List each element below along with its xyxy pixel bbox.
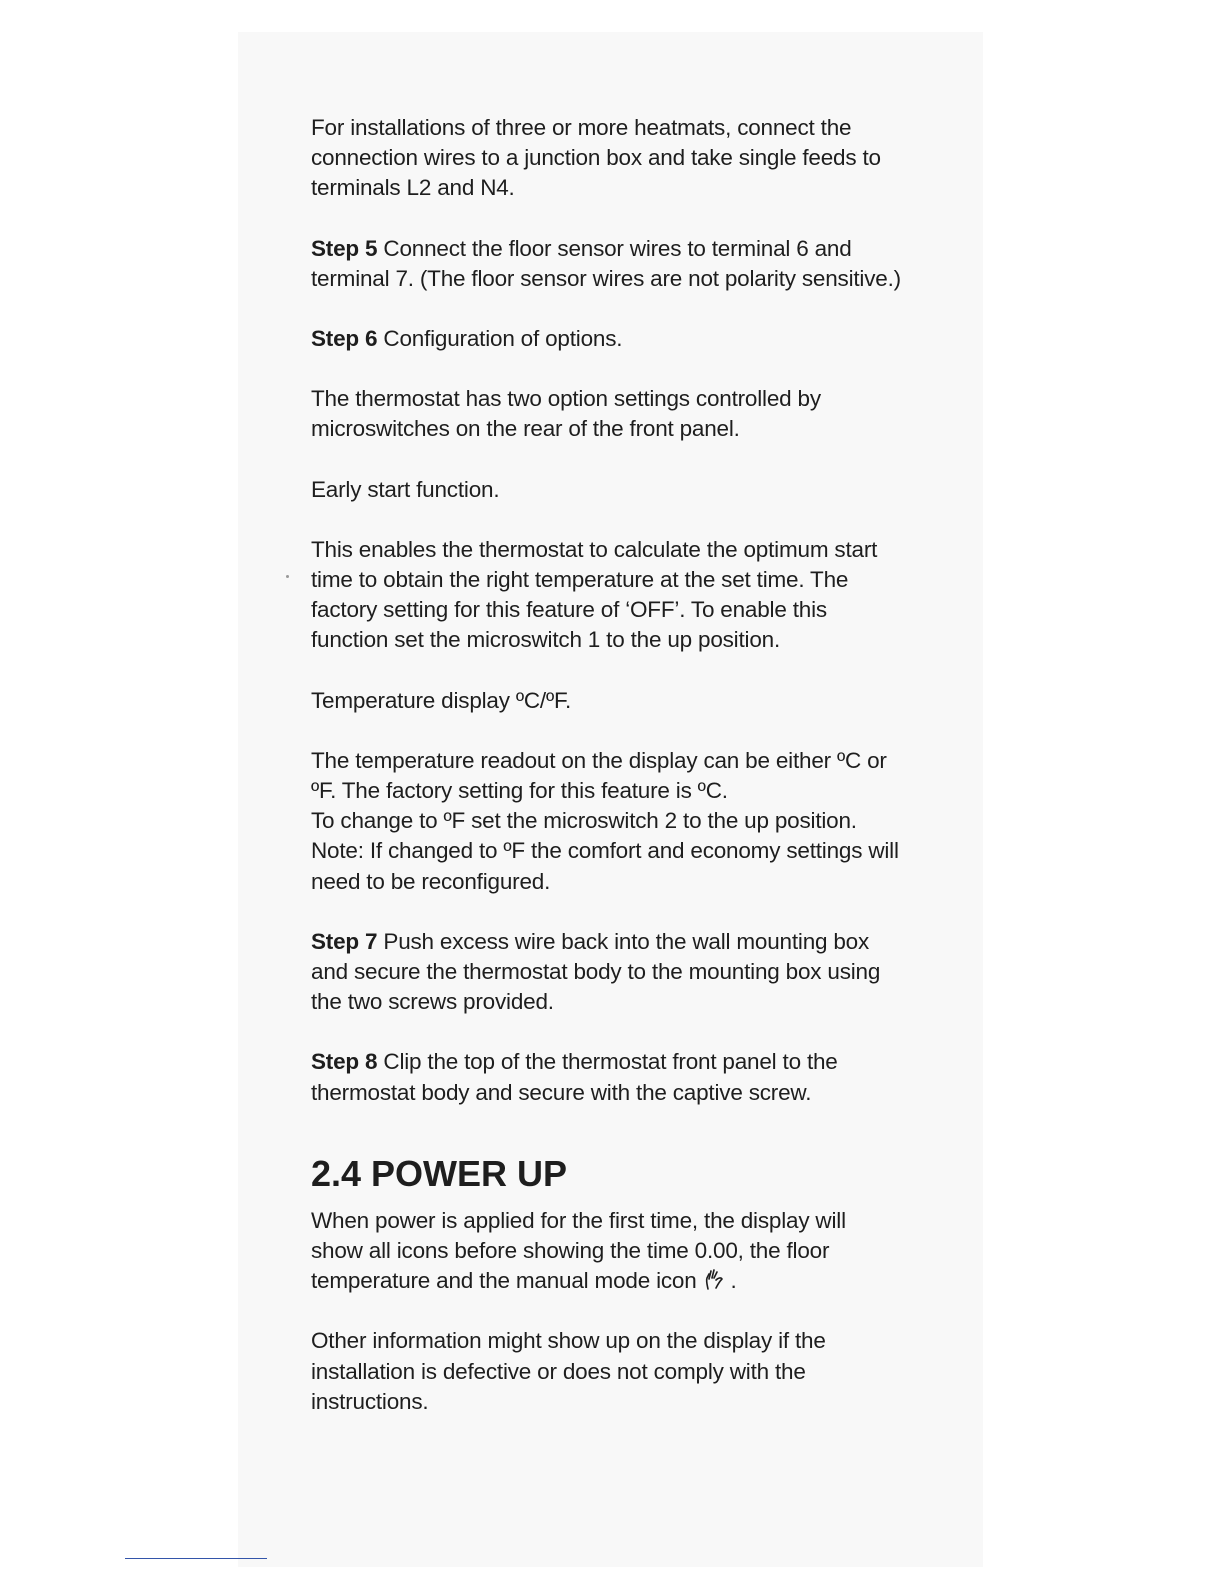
step-8-text: Clip the top of the thermostat front panel to the thermostat body and secure with the captive screw. xyxy=(311,1049,838,1105)
section-heading: 2.4 POWER UP xyxy=(311,1152,568,1194)
step-7-label: Step 7 xyxy=(311,928,378,954)
step-6-paragraph xyxy=(311,324,901,354)
temp-display-line-2: To change to ºF set the microswitch 2 to the up position. xyxy=(311,808,857,834)
options-intro-paragraph: The thermostat has two option settings controlled by microswitches on the rear of the front panel. xyxy=(311,386,821,442)
footnote-rule xyxy=(125,1558,267,1559)
step-5-text: Connect the floor sensor wires to terminal 6 and terminal 7. (The floor sensor wires are not polarity sensitive.) xyxy=(311,235,901,291)
step-6-text: Configuration of options. xyxy=(383,326,623,352)
step-8-label: Step 8 xyxy=(311,1049,378,1075)
temp-display-body xyxy=(311,746,901,897)
temp-display-note: Note: If changed to ºF the comfort and economy settings will need to be reconfigured. xyxy=(311,838,899,894)
early-start-body: This enables the thermostat to calculate the optimum start time to obtain the right temperature at the set time. The factory setting for this feature of ‘OFF’. To enable this function set the microswitch 1 to the up position. xyxy=(311,536,878,653)
step-7-paragraph xyxy=(311,927,901,1018)
step-6-label: Step 6 xyxy=(311,326,378,352)
power-up-paragraph xyxy=(311,1206,901,1297)
power-up-text: When power is applied for the first time, the display will show all icons before showing the time 0.00, the floor temperature and the manual mode icon xyxy=(311,1207,846,1294)
step-7-text: Push excess wire back into the wall mounting box and secure the thermostat body to the mounting box using the two screws provided. xyxy=(311,928,881,1015)
power-up-end: . xyxy=(730,1268,737,1294)
temp-display-line-1: The temperature readout on the display can be either ºC or ºF. The factory setting for this feature is ºC. xyxy=(311,747,887,804)
temp-display-title: Temperature display ºC/ºF. xyxy=(311,687,572,713)
step-5-label: Step 5 xyxy=(311,235,378,261)
step-5-paragraph xyxy=(311,234,901,294)
junction-paragraph: For installations of three or more heatmats, connect the connection wires to a junction box and take single feeds to terminals L2 and N4. xyxy=(311,115,881,201)
document-body xyxy=(311,113,901,1447)
manual-mode-hand-icon xyxy=(703,1267,727,1291)
early-start-title: Early start function. xyxy=(311,476,500,502)
other-info-paragraph: Other information might show up on the display if the installation is defective or does not comply with the instructions. xyxy=(311,1328,826,1414)
scan-speck xyxy=(286,575,289,578)
step-8-paragraph xyxy=(311,1047,901,1107)
